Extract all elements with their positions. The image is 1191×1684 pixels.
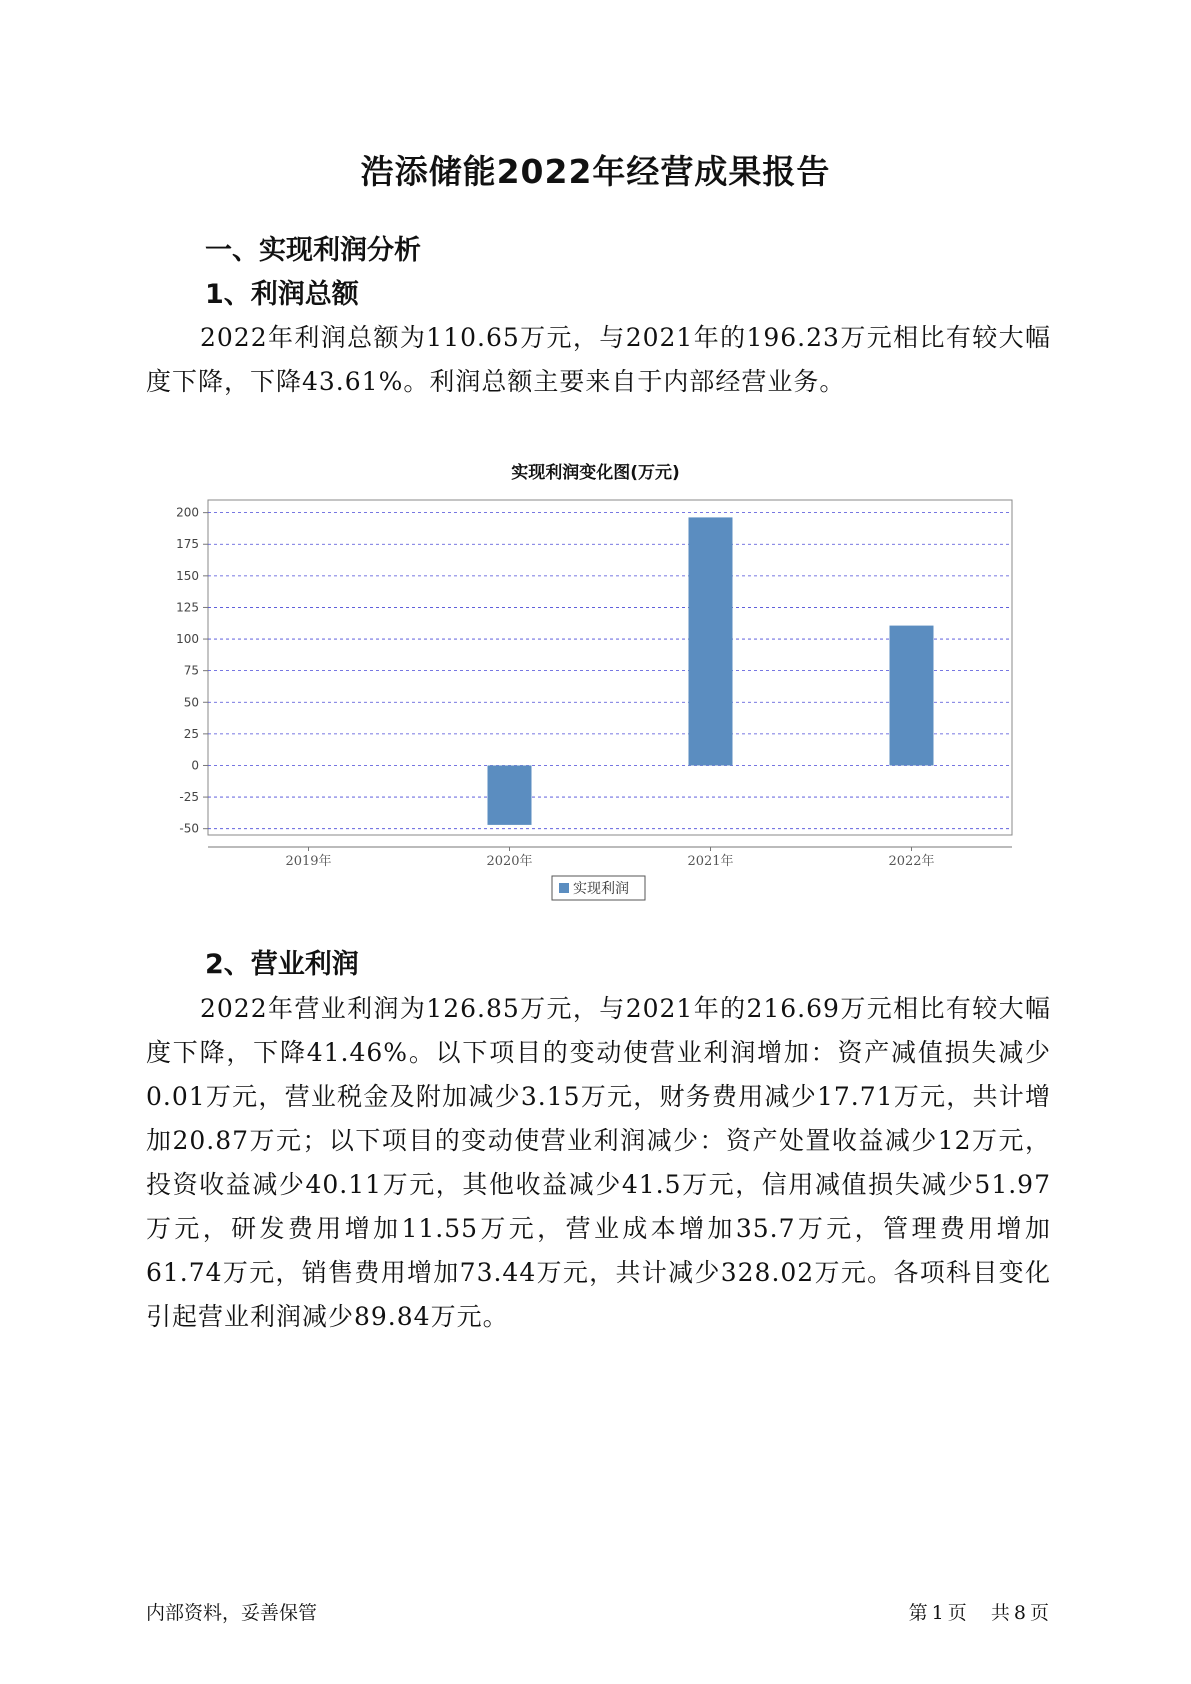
total-profit-paragraph: 2022年利润总额为110.65万元，与2021年的196.23万元相比有较大幅度下降，下降43.61%。利润总额主要来自于内部经营业务。 — [146, 323, 1051, 396]
y-tick-label: -25 — [179, 790, 199, 805]
y-tick-label: 125 — [176, 600, 199, 615]
page-number: 1 — [931, 1602, 944, 1624]
subsection-heading-operating-profit: 2、营业利润 — [205, 949, 359, 980]
bar-2020年 — [488, 765, 532, 824]
page-prefix: 第 — [908, 1602, 928, 1624]
bar-2021年 — [689, 517, 733, 765]
total-pages: 8 — [1013, 1602, 1026, 1624]
bar-2022年 — [890, 626, 934, 766]
legend-swatch — [559, 883, 569, 893]
operating-profit-paragraph: 2022年营业利润为126.85万元，与2021年的216.69万元相比有较大幅度下降，下降41.46%。以下项目的变动使营业利润增加：资产减值损失减少0.01万元，营业税金及附加减少3.15万元，财务费用减少17.71万元，共计增加20.87万元；以下项目的变动使营业利润减少：资产处置收益减少12万元，投资收益减少40.11万元，其他收益减少41.5万元，信用减值损失减少51.97万元，研发费用增加11.55万元，营业成本增加35.7万元，管理费用增加61.74万元，销售费用增加73.44万元，共计减少328.02万元。各项科目变化引起营业利润减少89.84万元。 — [146, 994, 1051, 1331]
y-tick-label: 150 — [176, 568, 199, 583]
total-unit: 页 — [1029, 1602, 1049, 1624]
page-title: 浩添储能2022年经营成果报告 — [360, 152, 831, 191]
footer-confidential-note: 内部资料，妥善保管 — [146, 1602, 318, 1624]
y-tick-label: -50 — [179, 821, 199, 836]
y-tick-label: 75 — [183, 663, 199, 678]
y-tick-label: 175 — [176, 537, 199, 552]
legend-label: 实现利润 — [573, 881, 629, 897]
y-tick-label: 25 — [183, 726, 199, 741]
x-tick-label: 2022年 — [888, 854, 935, 869]
x-tick-label: 2020年 — [486, 854, 533, 869]
y-tick-label: 50 — [183, 695, 199, 710]
x-tick-label: 2021年 — [687, 854, 734, 869]
y-tick-label: 100 — [176, 632, 199, 647]
total-prefix: 共 — [990, 1602, 1010, 1624]
chart-title: 实现利润变化图(万元) — [511, 463, 680, 483]
y-tick-label: 200 — [176, 505, 199, 520]
section-heading-profit-analysis: 一、实现利润分析 — [205, 235, 421, 266]
page-unit: 页 — [947, 1602, 967, 1624]
x-tick-label: 2019年 — [285, 854, 332, 869]
footer-page-info — [907, 1598, 1051, 1625]
y-tick-label: 0 — [191, 758, 199, 773]
subsection-heading-total-profit: 1、利润总额 — [205, 279, 359, 310]
